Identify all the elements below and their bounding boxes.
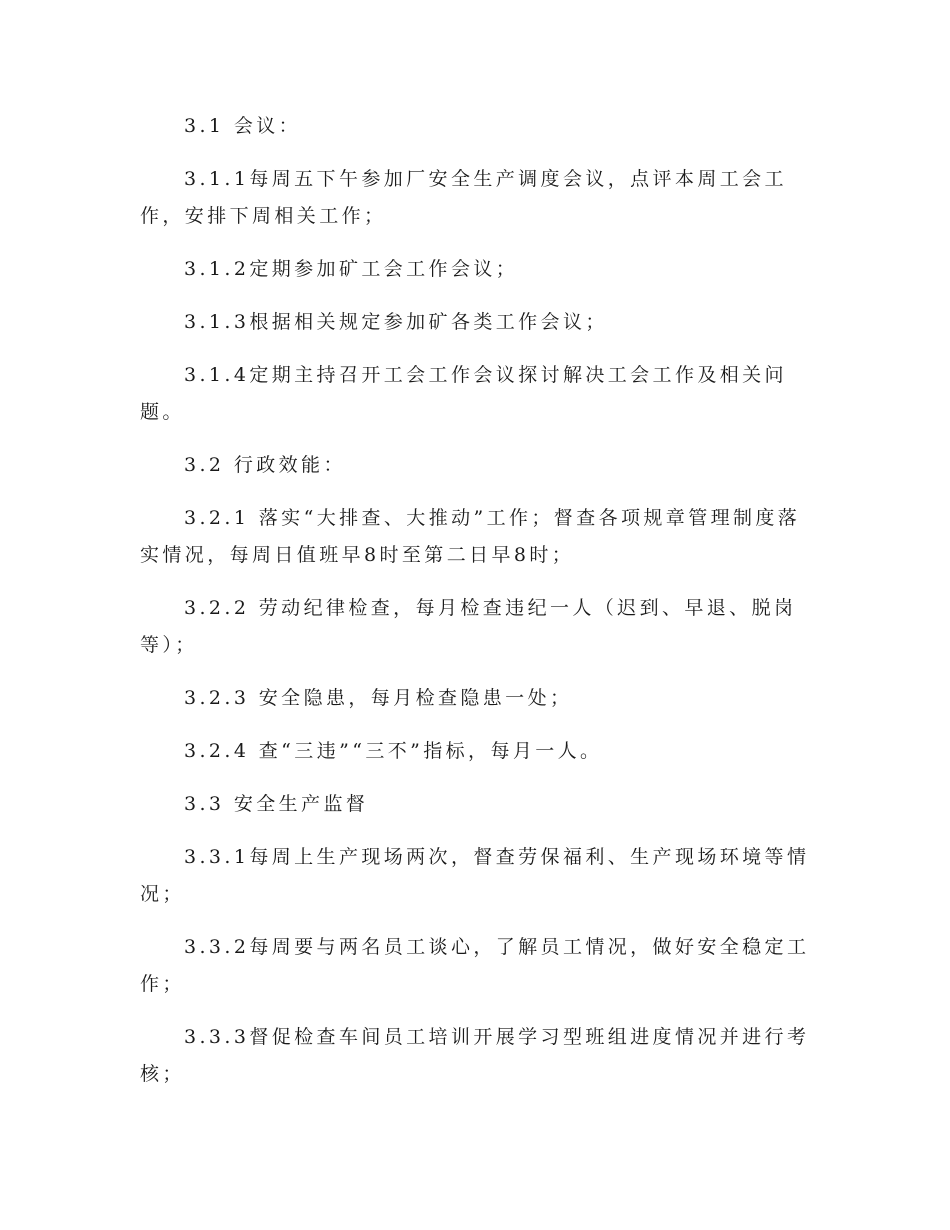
paragraph-3-1-1: 3.1.1每周五下午参加厂安全生产调度会议，点评本周工会工作，安排下周相关工作； <box>140 168 787 227</box>
paragraph-3-1-2: 3.1.2定期参加矿工会工作会议； <box>184 258 519 280</box>
paragraph-3-1-4: 3.1.4定期主持召开工会工作会议探讨解决工会工作及相关问题。 <box>140 364 787 423</box>
section-heading-3-3: 3.3 安全生产监督 <box>184 793 369 815</box>
paragraph-3-2-4: 3.2.4 查“三违”“三不”指标，每月一人。 <box>184 740 603 762</box>
paragraph-3-2-3: 3.2.3 安全隐患，每月检查隐患一处； <box>184 687 573 709</box>
paragraph-3-3-3: 3.3.3督促检查车间员工培训开展学习型班组进度情况并进行考核； <box>140 1026 810 1085</box>
paragraph-3-2-1: 3.2.1 落实“大排查、大推动”工作；督查各项规章管理制度落实情况，每周日值班早8时至第二日早8时； <box>140 507 801 566</box>
section-heading-3-1: 3.1 会议： <box>184 115 302 137</box>
document-body <box>140 108 812 1109</box>
paragraph-3-2-2: 3.2.2 劳动纪律检查，每月检查违纪一人（迟到、早退、脱岗等）； <box>140 597 797 656</box>
section-heading-3-2: 3.2 行政效能： <box>184 454 346 476</box>
paragraph-3-1-3: 3.1.3根据相关规定参加矿各类工作会议； <box>184 311 608 333</box>
paragraph-3-3-1: 3.3.1每周上生产现场两次，督查劳保福利、生产现场环境等情况； <box>140 846 810 905</box>
paragraph-3-3-2: 3.3.2每周要与两名员工谈心，了解员工情况，做好安全稳定工作； <box>140 936 810 995</box>
